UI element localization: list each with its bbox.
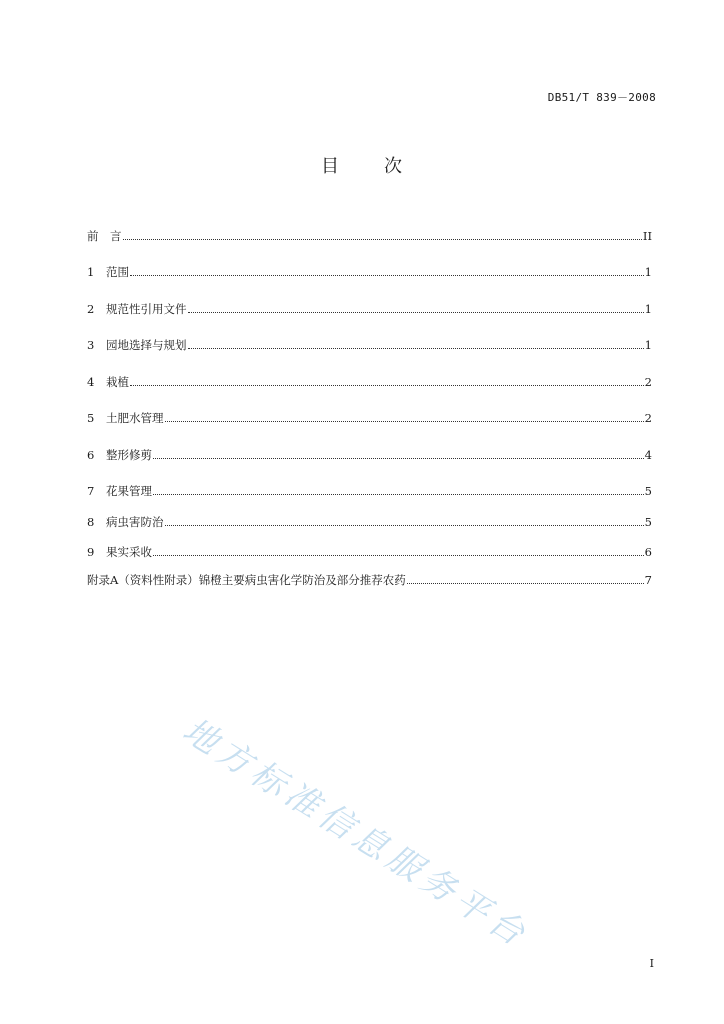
standard-code: DB51/T 839－2008	[547, 91, 656, 104]
toc-title	[0, 152, 724, 178]
toc-entry-page: 6	[644, 545, 652, 559]
toc-entry-foreword[interactable]	[87, 226, 652, 246]
toc-entry-8[interactable]	[87, 512, 652, 532]
toc-leader-dots	[130, 385, 644, 386]
toc-title-char-1: 目	[321, 156, 340, 177]
toc-entry-3[interactable]	[87, 335, 652, 355]
toc-entry-9[interactable]	[87, 542, 652, 562]
toc-entry-label: 前 言	[87, 229, 122, 243]
toc-entry-page: 2	[644, 375, 652, 389]
toc-leader-dots	[153, 494, 644, 495]
toc-entry-page: 5	[644, 484, 652, 498]
toc-entry-1[interactable]	[87, 262, 652, 282]
toc-entry-4[interactable]	[87, 372, 652, 392]
toc-entry-number: 3	[87, 338, 95, 352]
toc-entry-number: 4	[87, 375, 95, 389]
toc-leader-dots	[130, 275, 644, 276]
toc-entry-number: 2	[87, 302, 95, 316]
toc-leader-dots	[165, 525, 644, 526]
toc-title-char-2: 次	[384, 156, 403, 177]
toc-leader-dots	[123, 239, 642, 240]
toc-entry-page: 1	[644, 302, 652, 316]
toc-entry-page: 2	[644, 411, 652, 425]
watermark: 地方标准信息服务平台	[175, 710, 536, 957]
toc-entry-label: 病虫害防治	[106, 515, 164, 529]
toc-entry-label: 花果管理	[106, 484, 152, 498]
toc-entry-label: 果实采收	[106, 545, 152, 559]
toc-entry-label: 范围	[106, 265, 129, 279]
toc-entry-label: 园地选择与规划	[106, 338, 187, 352]
toc-entry-page: 5	[644, 515, 652, 529]
toc-entry-number: 8	[87, 515, 95, 529]
toc-entry-page: 1	[644, 265, 652, 279]
toc-entry-6[interactable]	[87, 445, 652, 465]
toc-entry-page: 7	[644, 573, 652, 587]
toc-entry-page: II	[642, 229, 652, 243]
toc-entry-number: 5	[87, 411, 95, 425]
toc-entry-7[interactable]	[87, 481, 652, 501]
toc-entry-label: 附录A（资料性附录）锦橙主要病虫害化学防治及部分推荐农药	[87, 573, 406, 587]
toc-leader-dots	[188, 348, 644, 349]
toc-entry-label: 土肥水管理	[106, 411, 164, 425]
toc-leader-dots	[188, 312, 644, 313]
toc-entry-label: 栽植	[106, 375, 129, 389]
toc-entry-number: 6	[87, 448, 95, 462]
toc-entry-appendix-a[interactable]	[87, 570, 652, 590]
toc-entry-number: 1	[87, 265, 95, 279]
toc-entry-page: 4	[644, 448, 652, 462]
page-number: I	[649, 957, 654, 970]
toc-entry-page: 1	[644, 338, 652, 352]
toc-entry-number: 7	[87, 484, 95, 498]
toc-entry-5[interactable]	[87, 408, 652, 428]
toc-entry-2[interactable]	[87, 299, 652, 319]
toc-entry-number: 9	[87, 545, 95, 559]
toc-entry-label: 整形修剪	[106, 448, 152, 462]
toc-leader-dots	[153, 555, 644, 556]
toc-leader-dots	[407, 583, 644, 584]
toc-leader-dots	[165, 421, 644, 422]
toc-entry-label: 规范性引用文件	[106, 302, 187, 316]
toc-leader-dots	[153, 458, 644, 459]
